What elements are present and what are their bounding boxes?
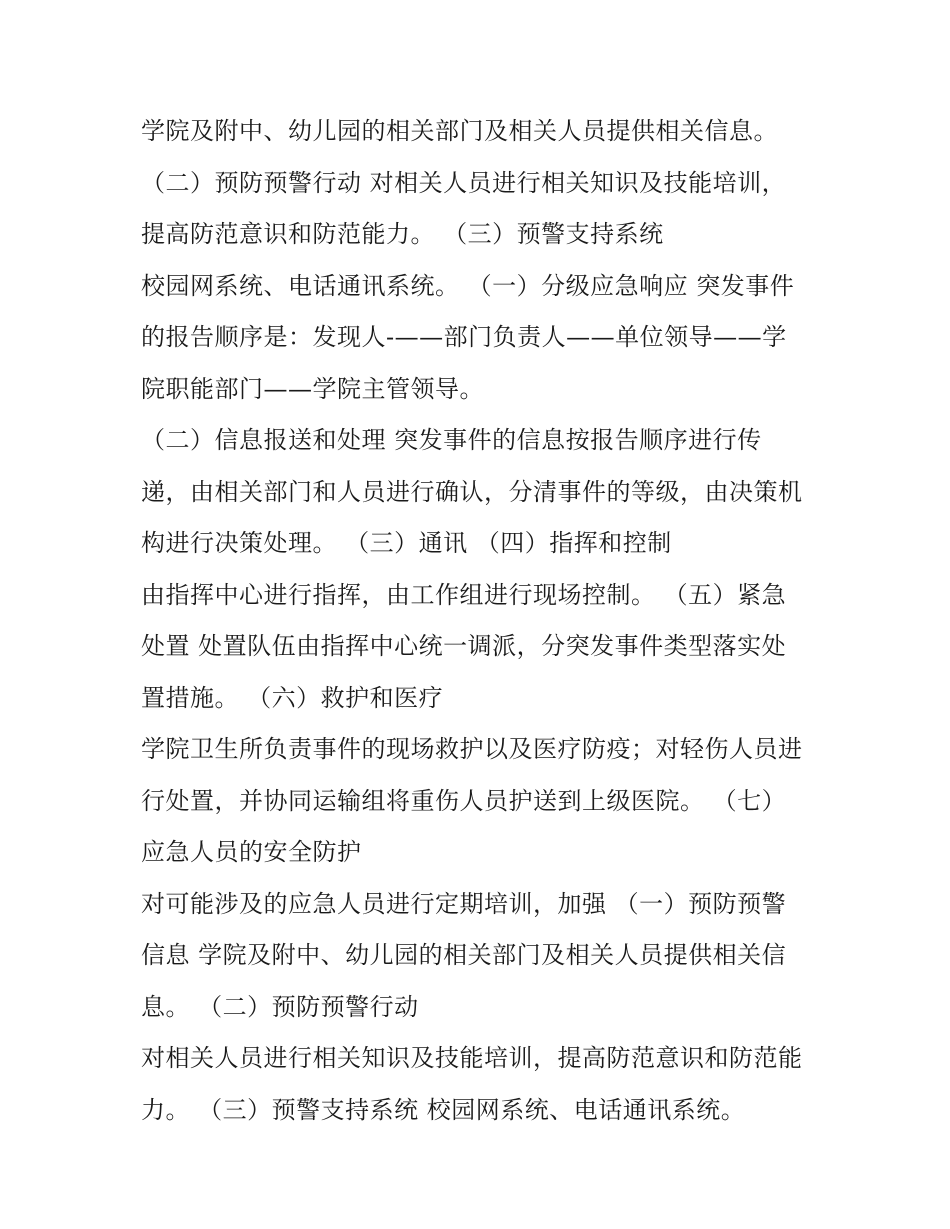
- document-body: [141, 106, 821, 1136]
- text-line: 力。 （三）预警支持系统 校园网系统、电话通讯系统。: [141, 1095, 746, 1124]
- text-line: （二）预防预警行动 对相关人员进行相关知识及技能培训，: [141, 168, 787, 197]
- text-line: 行处置，并协同运输组将重伤人员护送到上级医院。 （七）: [141, 786, 787, 815]
- text-line: 由指挥中心进行指挥，由工作组进行现场控制。 （五）紧急: [141, 580, 787, 609]
- text-line: 构进行决策处理。 （三）通讯 （四）指挥和控制: [141, 529, 672, 557]
- text-line: 置措施。 （六）救护和医疗: [141, 683, 444, 712]
- text-line: 学院卫生所负责事件的现场救护以及医疗防疫；对轻伤人员进: [141, 735, 803, 763]
- text-line: 对相关人员进行相关知识及技能培训，提高防范意识和防范能: [141, 1044, 803, 1072]
- text-line: 学院及附中、幼儿园的相关部门及相关人员提供相关信息。: [141, 117, 778, 145]
- text-line: 应急人员的安全防护: [141, 838, 362, 866]
- text-line: 院职能部门——学院主管领导。: [141, 374, 484, 403]
- text-line: 校园网系统、电话通讯系统。 （一）分级应急响应 突发事件: [141, 271, 795, 300]
- text-line: 递，由相关部门和人员进行确认，分清事件的等级，由决策机: [141, 477, 803, 506]
- text-line: 的报告顺序是：发现人-——部门负责人——单位领导——学: [141, 323, 787, 351]
- text-line: 提高防范意识和防范能力。 （三）预警支持系统: [141, 220, 664, 248]
- text-line: 处置 处置队伍由指挥中心统一调派，分突发事件类型落实处: [141, 632, 787, 660]
- text-line: 息。 （二）预防预警行动: [141, 992, 419, 1021]
- text-line: 信息 学院及附中、幼儿园的相关部门及相关人员提供相关信: [141, 941, 787, 969]
- text-line: 对可能涉及的应急人员进行定期培训，加强 （一）预防预警: [141, 889, 787, 918]
- text-line: （二）信息报送和处理 突发事件的信息按报告顺序进行传: [141, 426, 762, 454]
